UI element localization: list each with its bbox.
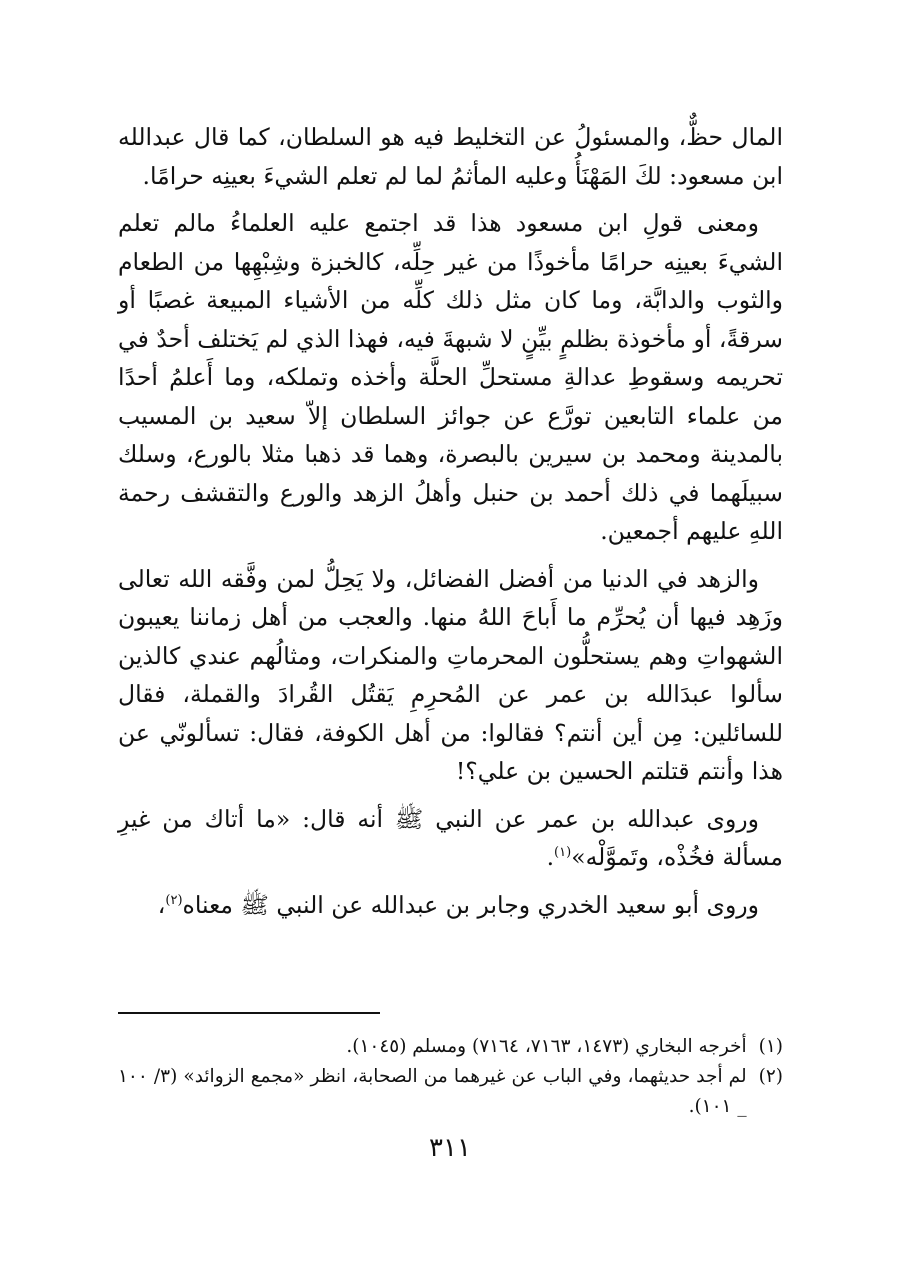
footnote-2 [118,1062,783,1122]
footnote-ref-1[interactable]: (١) [554,845,572,861]
footnote-number: (٢) [758,1066,783,1087]
paragraph-3: والزهد في الدنيا من أفضل الفضائل، ولا يَحِلُّ لمن وفَّقه الله تعالى وزَهِد فيها أن يُحرِّم ما أَباحَ اللهُ منها. والعجب من أهل زماننا يعيبون الشهواتِ وهم يستحلُّون المحرماتِ والمنكرات، ومثالُهم عندي كالذين سألوا عبدَالله بن عمر عن المُحرِمِ يَقتُل القُرادَ والقملة، فقال للسائلين: مِن أين أنتم؟ فقالوا: من أهل الكوفة، فقال: تسألونّي عن هذا وأنتم قتلتم الحسين بن علي؟! [118,564,783,785]
footnote-1 [118,1032,783,1062]
paragraph-2: ومعنى قولِ ابن مسعود هذا قد اجتمع عليه العلماءُ مالم تعلم الشيءَ بعينِه حرامًا مأخوذًا من غير حِلِّه، كالخبزة وشِبْهِها من الطعام والثوب والدابَّة، وما كان مثل ذلك كلِّه من الأشياء المبيعة غصبًا أو سرقةً، أو مأخوذة بظلمٍ بيِّنٍ لا شبهةَ فيه، فهذا الذي لم يَختلف أحدٌ في تحريمه وسقوطِ عدالةِ مستحلِّ الحلَّة وأخذه وتملكه، وما أَعلمُ أحدًا من علماء التابعين تورَّع عن جوائز السلطان إلاّ سعيد بن المسيب بالمدينة ومحمد بن سيرين بالبصرة، وهما قد ذهبا مثلا بالورع، وسلك سبيلَهما في ذلك أحمد بن حنبل وأهلُ الزهد والورع والتقشف رحمة اللهِ عليهم أجمعين. [118,209,783,545]
hadith-1-end: . [546,843,555,871]
hadith-1-text: وروى عبدالله بن عمر عن النبي ﷺ أنه قال: «ما أتاك من غيرِ مسألة فخُذْه، وتَموَّلْه» [118,804,783,871]
paragraph-hadith-2 [118,886,783,925]
footnote-text: لم أجد حديثهما، وفي الباب عن غيرهما من الصحابة، انظر «مجمع الزوائد» (٣/ ١٠٠ _ ١٠١). [118,1066,747,1117]
footnote-divider [118,1012,380,1014]
footnotes [118,1032,783,1122]
main-text [118,118,783,933]
paragraph-1: المال حظٌّ، والمسئولُ عن التخليط فيه هو السلطان، كما قال عبدالله ابن مسعود: لكَ المَهْنَأُ وعليه المأثمُ لما لم تعلم الشيءَ بعينِه حرامًا. [118,123,783,190]
hadith-2-text: وروى أبو سعيد الخدري وجابر بن عبدالله عن النبي ﷺ معناه [182,890,759,919]
page-number: ٣١١ [429,1133,471,1163]
footnote-number: (١) [758,1036,783,1057]
paragraph-hadith-1 [118,800,783,877]
footnote-ref-2[interactable]: (٢) [165,892,183,908]
footnote-text: أخرجه البخاري (١٤٧٣، ٧١٦٣، ٧١٦٤) ومسلم (١٠٤٥). [346,1036,747,1057]
hadith-2-end: ، [157,890,166,919]
